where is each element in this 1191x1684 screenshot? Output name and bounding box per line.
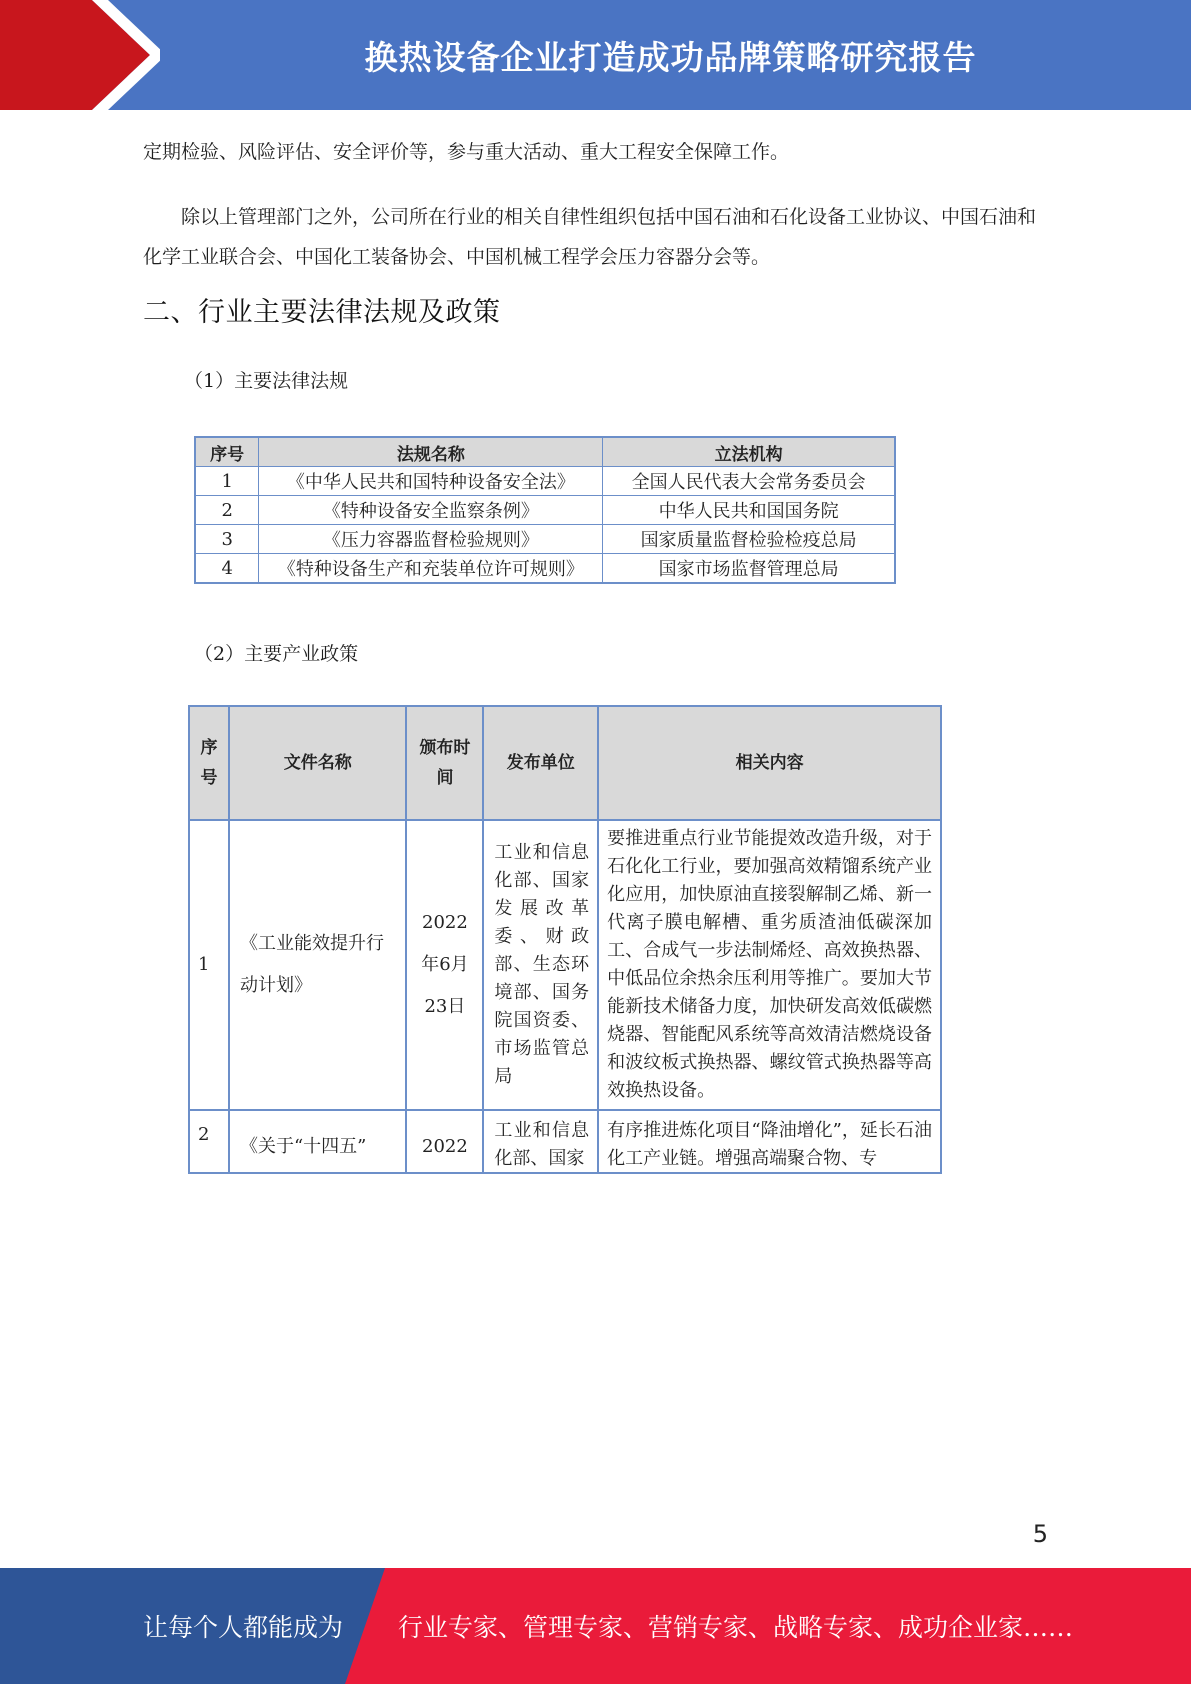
subheading-policies: （2）主要产业政策 <box>194 643 359 665</box>
subheading-laws: （1）主要法律法规 <box>184 370 349 392</box>
cell-document-name: 《工业能效提升行动计划》 <box>229 820 407 1110</box>
cell-number: 3 <box>195 525 259 554</box>
table-row <box>195 525 895 554</box>
header-cell-number: 序号 <box>195 437 259 467</box>
policies-table <box>188 705 942 1174</box>
table-row <box>195 554 895 584</box>
policies-table-wrapper <box>188 705 942 1174</box>
cell-legislature: 中华人民共和国国务院 <box>603 496 895 525</box>
page-header <box>0 0 1191 110</box>
header-cell-number: 序号 <box>189 706 229 820</box>
cell-legislature: 全国人民代表大会常务委员会 <box>603 467 895 496</box>
header-cell-content: 相关内容 <box>598 706 941 820</box>
header-cell-document-name: 文件名称 <box>229 706 407 820</box>
cell-issue-date: 2022年6月23日 <box>406 820 483 1110</box>
cell-issue-date: 2022 <box>406 1110 483 1174</box>
cell-issuer: 工业和信息化部、国家发展改革委、财政部、生态环境部、国务院国资委、市场监管总局 <box>483 820 598 1110</box>
cell-document-name: 《关于“十四五” <box>229 1110 407 1174</box>
section-title: 二、行业主要法律法规及政策 <box>143 297 501 328</box>
table-row <box>195 467 895 496</box>
paragraph-self-regulatory-orgs: 除以上管理部门之外，公司所在行业的相关自律性组织包括中国石油和石化设备工业协议、中国石油和化学工业联合会、中国化工装备协会、中国机械工程学会压力容器分会等。 <box>143 206 1037 268</box>
header-chevron-decoration <box>0 0 160 110</box>
table-header-row <box>195 437 895 467</box>
report-title: 换热设备企业打造成功品牌策略研究报告 <box>364 37 977 77</box>
cell-issuer: 工业和信息化部、国家 <box>483 1110 598 1174</box>
laws-table <box>194 436 896 584</box>
page-number: 5 <box>1032 1520 1048 1548</box>
footer-slogan-left: 让每个人都能成为 <box>143 1613 344 1642</box>
cell-number: 1 <box>195 467 259 496</box>
cell-law-name: 《中华人民共和国特种设备安全法》 <box>259 467 603 496</box>
table-row <box>189 820 941 1110</box>
table-header-row <box>189 706 941 820</box>
footer-slogan-right: 行业专家、管理专家、营销专家、战略专家、成功企业家…… <box>398 1613 1074 1642</box>
table-row <box>189 1110 941 1174</box>
cell-law-name: 《特种设备生产和充装单位许可规则》 <box>259 554 603 584</box>
paragraph-continuation: 定期检验、风险评估、安全评价等，参与重大活动、重大工程安全保障工作。 <box>143 141 790 163</box>
table-row <box>195 496 895 525</box>
cell-content: 要推进重点行业节能提效改造升级，对于石化化工行业，要加强高效精馏系统产业化应用，加快原油直接裂解制乙烯、新一代离子膜电解槽、重劣质渣油低碳深加工、合成气一步法制烯烃、高效换热器、中低品位余热余压利用等推广。要加大节能新技术储备力度，加快研发高效低碳燃烧器、智能配风系统等高效清洁燃烧设备和波纹板式换热器、螺纹管式换热器等高效换热设备。 <box>598 820 941 1110</box>
page-footer <box>0 1568 1191 1684</box>
cell-law-name: 《特种设备安全监察条例》 <box>259 496 603 525</box>
cell-number: 4 <box>195 554 259 584</box>
cell-content: 有序推进炼化项目“降油增化”，延长石油化工产业链。增强高端聚合物、专 <box>598 1110 941 1174</box>
header-cell-law-name: 法规名称 <box>259 437 603 467</box>
cell-legislature: 国家质量监督检验检疫总局 <box>603 525 895 554</box>
header-cell-issuer: 发布单位 <box>483 706 598 820</box>
header-cell-legislature: 立法机构 <box>603 437 895 467</box>
cell-number: 2 <box>189 1110 229 1174</box>
cell-number: 2 <box>195 496 259 525</box>
cell-legislature: 国家市场监督管理总局 <box>603 554 895 584</box>
cell-law-name: 《压力容器监督检验规则》 <box>259 525 603 554</box>
cell-number: 1 <box>189 820 229 1110</box>
header-cell-issue-date: 颁布时间 <box>406 706 483 820</box>
